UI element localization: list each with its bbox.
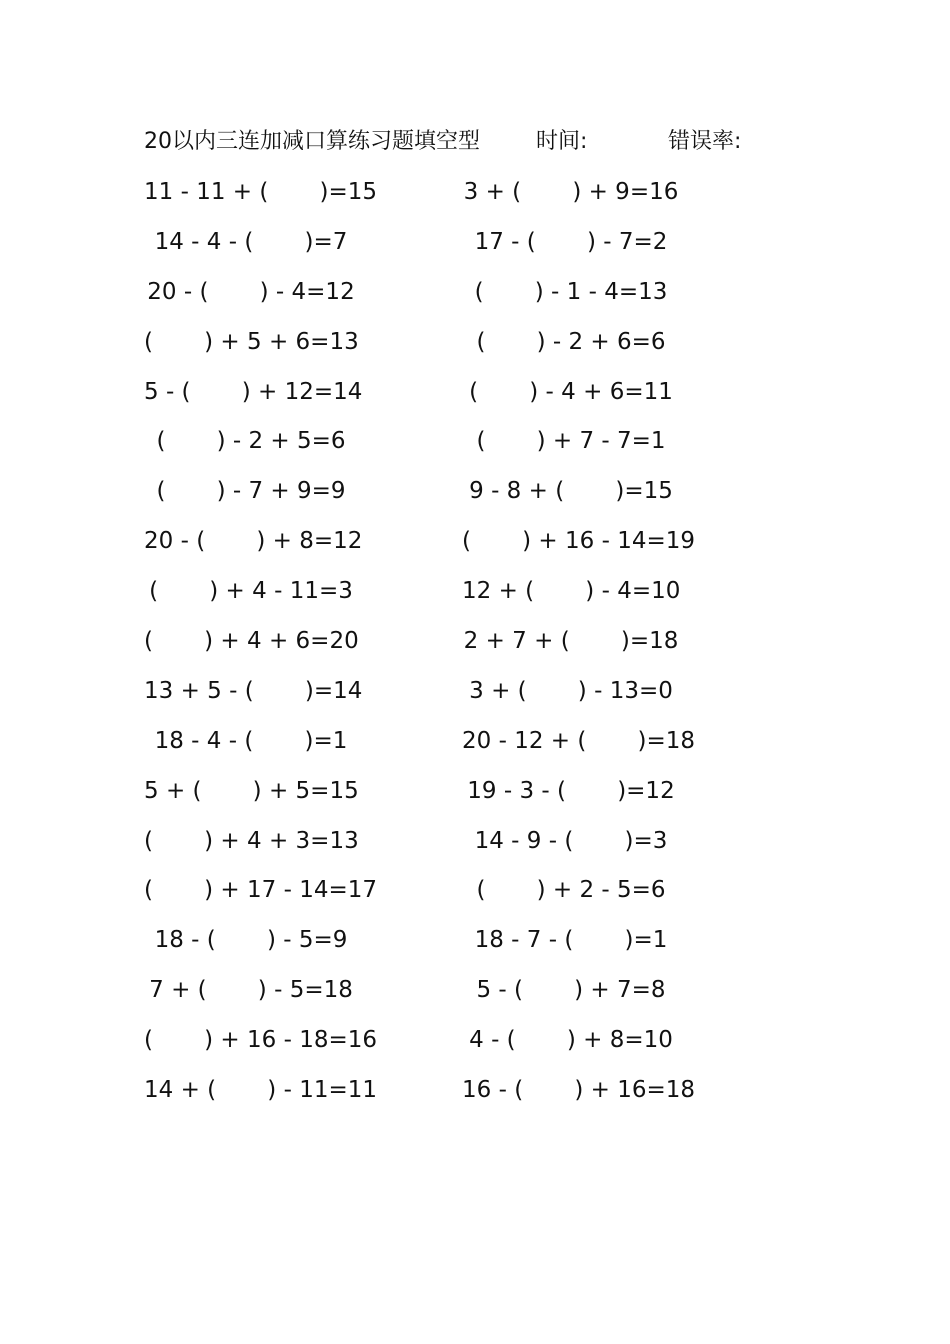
problem-row xyxy=(144,719,704,769)
worksheet-title: 20以内三连加减口算练习题填空型 xyxy=(144,129,480,154)
problem-row xyxy=(144,669,704,719)
problem-left: 13 + 5 - ( )=14 xyxy=(144,677,363,704)
error-rate-label: 错误率: xyxy=(668,129,742,154)
problem-row xyxy=(144,619,704,669)
problem-row xyxy=(144,968,704,1018)
problem-row xyxy=(144,370,704,420)
problem-right: ( ) - 2 + 6=6 xyxy=(476,328,666,355)
problem-left: ( ) + 4 + 6=20 xyxy=(144,628,359,655)
problem-right: 16 - ( ) + 16=18 xyxy=(462,1077,696,1104)
problem-right: 20 - 12 + ( )=18 xyxy=(462,727,696,754)
problem-right: 17 - ( ) - 7=2 xyxy=(474,228,668,255)
problem-right: 9 - 8 + ( )=15 xyxy=(469,478,673,505)
problem-row xyxy=(144,819,704,869)
problem-row xyxy=(144,1018,704,1068)
problem-left: 14 - 4 - ( )=7 xyxy=(154,228,348,255)
problem-left: 5 - ( ) + 12=14 xyxy=(144,378,363,405)
problem-left: 18 - ( ) - 5=9 xyxy=(154,927,348,954)
problem-row xyxy=(144,868,704,918)
problem-row xyxy=(144,519,704,569)
problem-row xyxy=(144,918,704,968)
problem-right: 2 + 7 + ( )=18 xyxy=(463,628,679,655)
problem-row xyxy=(144,1068,704,1118)
problem-left: ( ) + 17 - 14=17 xyxy=(144,877,378,904)
problem-right: 3 + ( ) - 13=0 xyxy=(469,677,673,704)
problem-row xyxy=(144,170,704,220)
problem-left: ( ) + 5 + 6=13 xyxy=(144,328,359,355)
problem-left: ( ) - 7 + 9=9 xyxy=(156,478,346,505)
problem-right: 4 - ( ) + 8=10 xyxy=(469,1027,673,1054)
problem-row xyxy=(144,270,704,320)
problem-left: 18 - 4 - ( )=1 xyxy=(154,727,348,754)
problem-left: ( ) + 4 + 3=13 xyxy=(144,827,359,854)
problem-right: 3 + ( ) + 9=16 xyxy=(463,179,679,205)
problem-right: ( ) + 7 - 7=1 xyxy=(476,428,666,455)
problem-row xyxy=(144,469,704,519)
problem-list xyxy=(144,170,704,1118)
time-label: 时间: xyxy=(536,129,588,154)
problem-left: 5 + ( ) + 5=15 xyxy=(144,777,359,804)
problem-row xyxy=(144,419,704,469)
problem-right: 12 + ( ) - 4=10 xyxy=(462,578,681,605)
problem-left: 7 + ( ) - 5=18 xyxy=(149,977,353,1004)
problem-right: 14 - 9 - ( )=3 xyxy=(474,827,668,854)
problem-row xyxy=(144,320,704,370)
problem-left: ( ) + 16 - 18=16 xyxy=(144,1027,378,1054)
problem-left: 11 - 11 + ( )=15 xyxy=(144,179,378,205)
problem-right: ( ) + 16 - 14=19 xyxy=(462,528,696,555)
problem-right: ( ) - 4 + 6=11 xyxy=(469,378,673,405)
worksheet-header xyxy=(144,124,784,160)
problem-row xyxy=(144,220,704,270)
problem-left: 20 - ( ) + 8=12 xyxy=(144,528,363,555)
problem-right: 5 - ( ) + 7=8 xyxy=(476,977,666,1004)
problem-left: 14 + ( ) - 11=11 xyxy=(144,1077,378,1104)
problem-left: ( ) - 2 + 5=6 xyxy=(156,428,346,455)
problem-right: ( ) + 2 - 5=6 xyxy=(476,877,666,904)
problem-right: 19 - 3 - ( )=12 xyxy=(467,777,675,804)
problem-left: 20 - ( ) - 4=12 xyxy=(147,278,355,305)
problem-right: 18 - 7 - ( )=1 xyxy=(474,927,668,954)
problem-right: ( ) - 1 - 4=13 xyxy=(474,278,668,305)
problem-row xyxy=(144,769,704,819)
problem-row xyxy=(144,569,704,619)
problem-left: ( ) + 4 - 11=3 xyxy=(149,578,353,605)
